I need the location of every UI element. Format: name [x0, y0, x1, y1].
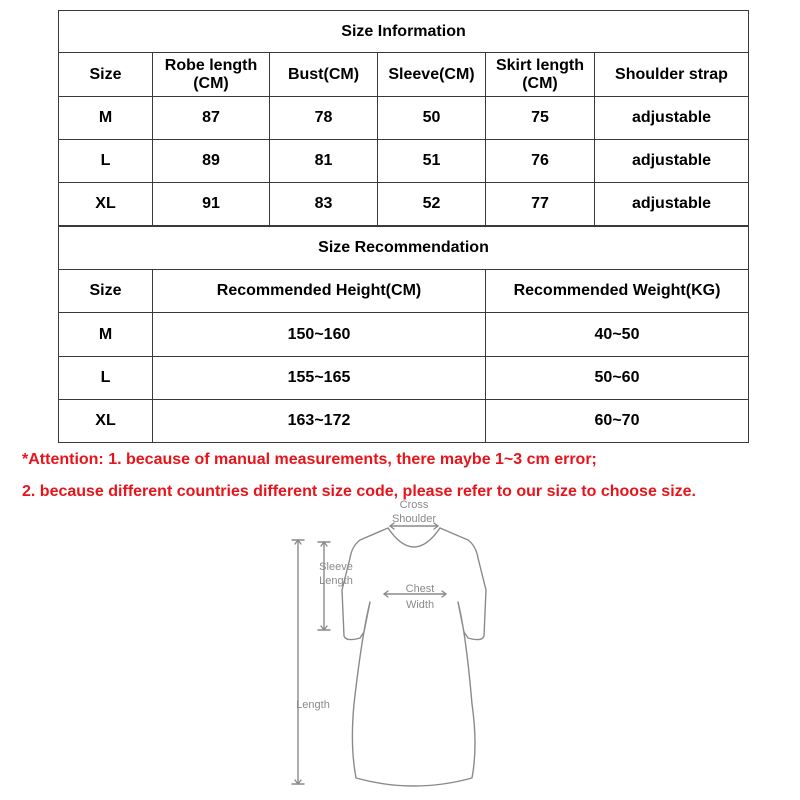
cell-size: M: [59, 313, 153, 357]
size-information-table: [58, 10, 749, 226]
size-information-title-row: [59, 11, 749, 53]
sleeve-label-line1: Sleeve: [319, 561, 353, 573]
measurement-diagram: [280, 494, 520, 794]
header-size: Size: [59, 53, 153, 97]
size-recommendation-header-row: [59, 270, 749, 313]
cell-robe-length: 89: [153, 140, 270, 183]
cell-recommended-weight: 60~70: [486, 400, 749, 443]
header-size: Size: [59, 270, 153, 313]
cell-recommended-height: 155~165: [153, 357, 486, 400]
size-information-title: Size Information: [59, 11, 749, 53]
cross-label-line1: Cross: [399, 499, 429, 511]
cell-recommended-height: 150~160: [153, 313, 486, 357]
header-recommended-weight: Recommended Weight(KG): [486, 270, 749, 313]
sleeve-label-line2: Length: [319, 575, 353, 587]
cell-robe-length: 87: [153, 97, 270, 140]
cell-recommended-height: 163~172: [153, 400, 486, 443]
cell-skirt-length: 75: [486, 97, 595, 140]
chest-label-line2: Width: [405, 599, 435, 611]
cell-size: XL: [59, 400, 153, 443]
cell-sleeve: 50: [378, 97, 486, 140]
header-robe-length: [153, 53, 270, 97]
chest-label-line1: Chest: [405, 583, 435, 595]
length-label: Length: [296, 699, 330, 711]
header-recommended-height: Recommended Height(CM): [153, 270, 486, 313]
dress-outline: [342, 528, 486, 786]
attention-note-line-1: *Attention: 1. because of manual measurements, there maybe 1~3 cm error;: [22, 451, 597, 468]
table-row: [59, 183, 749, 226]
cell-bust: 83: [270, 183, 378, 226]
header-bust: Bust(CM): [270, 53, 378, 97]
cell-sleeve: 52: [378, 183, 486, 226]
size-recommendation-title-row: [59, 227, 749, 270]
cell-size: L: [59, 140, 153, 183]
header-robe-length-line1: Robe length: [164, 56, 258, 74]
header-shoulder-strap: Shoulder strap: [595, 53, 749, 97]
cell-shoulder-strap: adjustable: [595, 97, 749, 140]
attention-note-line-2: 2. because different countries different size code, please refer to our size to choose size.: [22, 483, 696, 500]
neckline: [388, 528, 440, 547]
cell-size: XL: [59, 183, 153, 226]
table-row: [59, 357, 749, 400]
cell-size: M: [59, 97, 153, 140]
cell-skirt-length: 76: [486, 140, 595, 183]
cell-recommended-weight: 50~60: [486, 357, 749, 400]
table-row: [59, 313, 749, 357]
header-skirt-length-line1: Skirt length: [495, 56, 584, 74]
header-robe-length-line2: (CM): [193, 74, 229, 92]
header-sleeve: Sleeve(CM): [378, 53, 486, 97]
header-skirt-length: [486, 53, 595, 97]
cross-label-line2: Shoulder: [391, 513, 437, 525]
cell-size: L: [59, 357, 153, 400]
header-skirt-length-line2: (CM): [522, 74, 558, 92]
table-row: [59, 400, 749, 443]
cell-robe-length: 91: [153, 183, 270, 226]
cell-sleeve: 51: [378, 140, 486, 183]
size-recommendation-title: Size Recommendation: [59, 227, 749, 270]
cell-skirt-length: 77: [486, 183, 595, 226]
table-row: [59, 140, 749, 183]
cell-shoulder-strap: adjustable: [595, 140, 749, 183]
cell-bust: 78: [270, 97, 378, 140]
cell-recommended-weight: 40~50: [486, 313, 749, 357]
cell-bust: 81: [270, 140, 378, 183]
table-row: [59, 97, 749, 140]
size-recommendation-table: [58, 226, 749, 443]
size-information-header-row: [59, 53, 749, 97]
cell-shoulder-strap: adjustable: [595, 183, 749, 226]
